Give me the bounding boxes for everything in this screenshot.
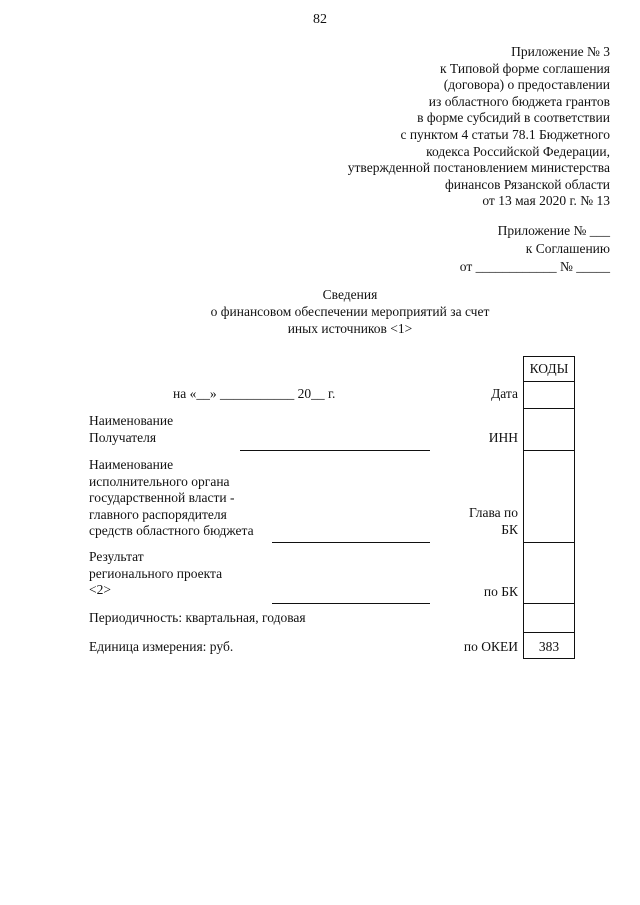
appendix-line: (договора) о предоставлении xyxy=(443,77,610,93)
periodicity-label: Периодичность: квартальная, годовая xyxy=(89,610,306,625)
codes-header: КОДЫ xyxy=(529,361,569,376)
codes-divider xyxy=(523,542,575,543)
codes-column xyxy=(523,356,575,659)
chapter-bk-label xyxy=(469,505,518,538)
recipient-label-line: Наименование xyxy=(89,413,174,428)
date-code-label: Дата xyxy=(491,386,518,401)
title-line: иных источников <1> xyxy=(287,321,413,336)
appendix-line: кодекса Российской Федерации, xyxy=(426,143,610,159)
agreement-reference xyxy=(460,222,610,276)
codes-divider xyxy=(523,381,575,382)
codes-divider xyxy=(523,450,575,451)
result-label-line: Результат xyxy=(89,549,144,564)
appendix-line: утвержденной постановлением министерства xyxy=(347,160,610,176)
appendix-line: финансов Рязанской области xyxy=(445,176,610,192)
appendix-line: с пунктом 4 статьи 78.1 Бюджетного xyxy=(400,126,610,142)
chapter-bk-label-line: Глава по xyxy=(468,505,518,520)
page-number: 82 xyxy=(313,12,327,27)
authority-label-line: Наименование xyxy=(89,457,174,472)
unit-label: Единица измерения: руб. xyxy=(89,639,234,654)
appendix-line: из областного бюджета грантов xyxy=(428,93,610,109)
bk-code-label: по БК xyxy=(483,584,518,599)
appendix-line: от 13 мая 2020 г. № 13 xyxy=(482,193,610,209)
agreement-appendix-number: Приложение № ___ xyxy=(497,223,610,238)
report-date-line: на «__» ___________ 20__ г. xyxy=(173,386,336,401)
codes-divider xyxy=(523,632,575,633)
authority-label xyxy=(89,457,254,540)
recipient-label-line: Получателя xyxy=(89,429,157,445)
title-line: о финансовом обеспечении мероприятий за счет xyxy=(210,304,490,319)
inn-code-label: ИНН xyxy=(488,430,518,445)
authority-label-line: государственной власти - xyxy=(89,490,235,505)
authority-label-line: исполнительного органа xyxy=(89,473,230,489)
document-title xyxy=(150,286,550,337)
agreement-to-label: к Соглашению xyxy=(525,241,610,256)
appendix-line: в форме субсидий в соответствии xyxy=(417,110,610,126)
recipient-label xyxy=(89,413,173,446)
chapter-bk-label-line: БК xyxy=(501,521,518,537)
authority-label-line: средств областного бюджета xyxy=(89,523,254,538)
codes-divider xyxy=(523,603,575,604)
appendix-header xyxy=(348,44,610,210)
result-label xyxy=(89,549,222,599)
okei-code-value: 383 xyxy=(538,639,560,654)
result-label-line: <2> xyxy=(89,582,111,597)
agreement-date-number: от ____________ № _____ xyxy=(459,259,610,274)
result-fill-line[interactable] xyxy=(272,603,430,604)
okei-code-label: по ОКЕИ xyxy=(463,639,518,654)
appendix-line: к Типовой форме соглашения xyxy=(440,60,610,76)
recipient-fill-line[interactable] xyxy=(240,450,430,451)
title-line: Сведения xyxy=(322,287,378,302)
authority-label-line: главного распорядителя xyxy=(89,506,227,522)
authority-fill-line[interactable] xyxy=(272,542,430,543)
result-label-line: регионального проекта xyxy=(89,565,223,581)
codes-divider xyxy=(523,408,575,409)
appendix-line: Приложение № 3 xyxy=(511,44,610,59)
